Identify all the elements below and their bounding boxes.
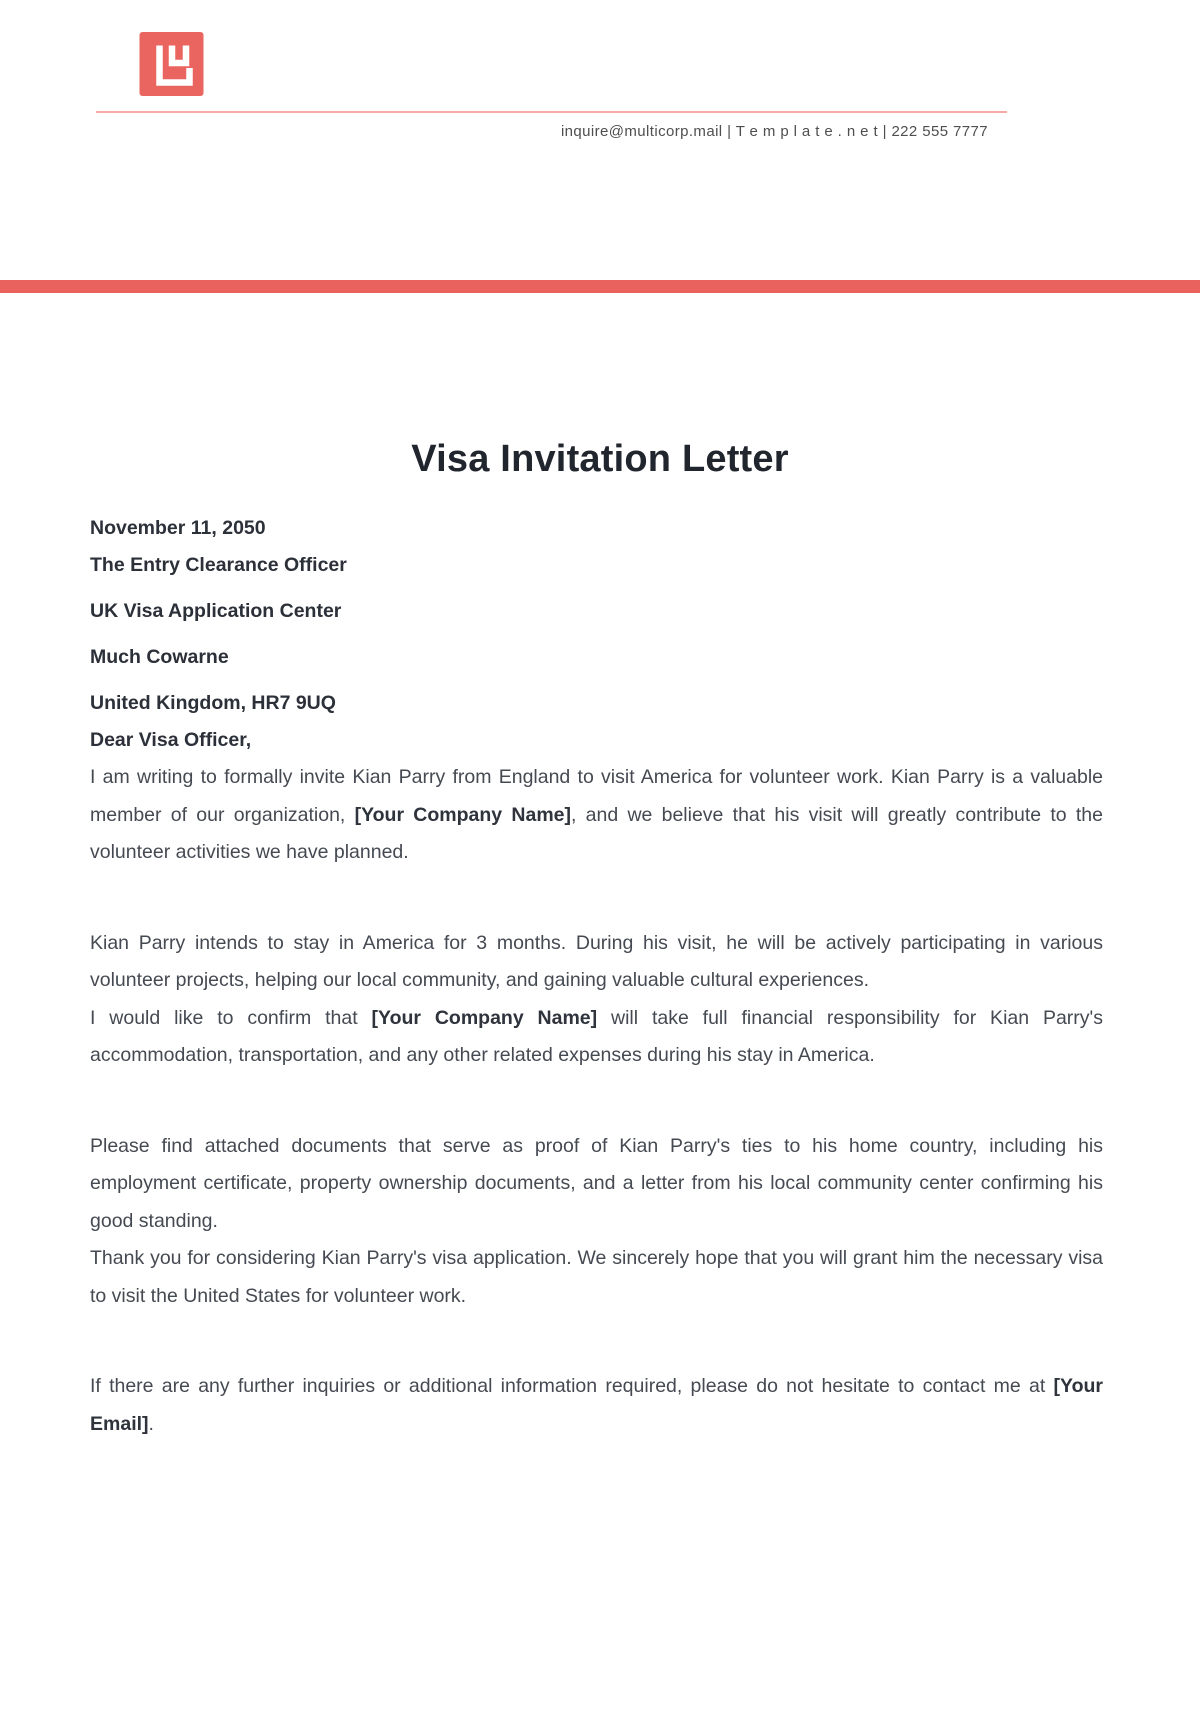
paragraph-text: If there are any further inquiries or additional information required, please do not hesitate to contact me at — [90, 1375, 1054, 1397]
paragraph-thank-you — [90, 1240, 1103, 1315]
email-placeholder: [Your Email] — [90, 1375, 1103, 1435]
recipient-line: United Kingdom, HR7 9UQ — [90, 692, 336, 714]
paragraph-text: will take full financial responsibility for Kian Parry's accommodation, transportation, and any other related expenses during his stay in America. — [90, 1006, 1104, 1066]
paragraph-text: , and we believe that his visit will greatly contribute to the volunteer activities we have planned. — [90, 803, 1103, 863]
header-divider — [96, 111, 1007, 113]
address-block — [90, 510, 1103, 759]
paragraph-text: . — [148, 1412, 154, 1435]
lu-monogram-icon — [139, 32, 204, 96]
recipient-line: Much Cowarne — [90, 646, 229, 668]
paragraph-text: Please find attached documents that serve as proof of Kian Parry's ties to his home country, including his employment certificate, property ownership documents, and a letter from his local community center confirming his good standing. — [90, 1134, 1103, 1232]
letter-body — [0, 439, 1200, 1443]
paragraph-text: Thank you for considering Kian Parry's visa application. We sincerely hope that you will grant him the necessary visa to visit the United States for volunteer work. — [90, 1247, 1103, 1307]
date-line: November 11, 2050 — [90, 517, 266, 539]
letter-content — [0, 510, 1200, 1443]
paragraph-stay-details — [90, 925, 1103, 1000]
company-name-placeholder: [Your Company Name] — [371, 1006, 598, 1029]
recipient-line: The Entry Clearance Officer — [90, 554, 347, 576]
page-title: Visa Invitation Letter — [411, 438, 789, 480]
contact-line: inquire@multicorp.mail | T e m p l a t e . n e t | 222 555 7777 — [560, 123, 988, 140]
paragraph-introduction — [90, 759, 1103, 872]
paragraph-text: I am writing to formally invite Kian Parry from England to visit America for volunteer work. Kian Parry is a valuable member of our organization, — [90, 766, 1103, 826]
paragraph-further-inquiries — [90, 1368, 1103, 1443]
company-name-placeholder: [Your Company Name] — [354, 803, 571, 826]
accent-bar — [0, 280, 1200, 293]
letterhead — [0, 32, 1200, 142]
paragraph-attached-documents — [90, 1128, 1103, 1241]
paragraph-financial-responsibility — [90, 1000, 1103, 1075]
recipient-line: UK Visa Application Center — [90, 600, 342, 622]
paragraph-text: I would like to confirm that — [90, 1006, 372, 1029]
salutation: Dear Visa Officer, — [90, 729, 252, 751]
paragraph-text: Kian Parry intends to stay in America for 3 months. During his visit, he will be actively participating in various volunteer projects, helping our local community, and gaining valuable cultural experiences. — [90, 931, 1103, 991]
